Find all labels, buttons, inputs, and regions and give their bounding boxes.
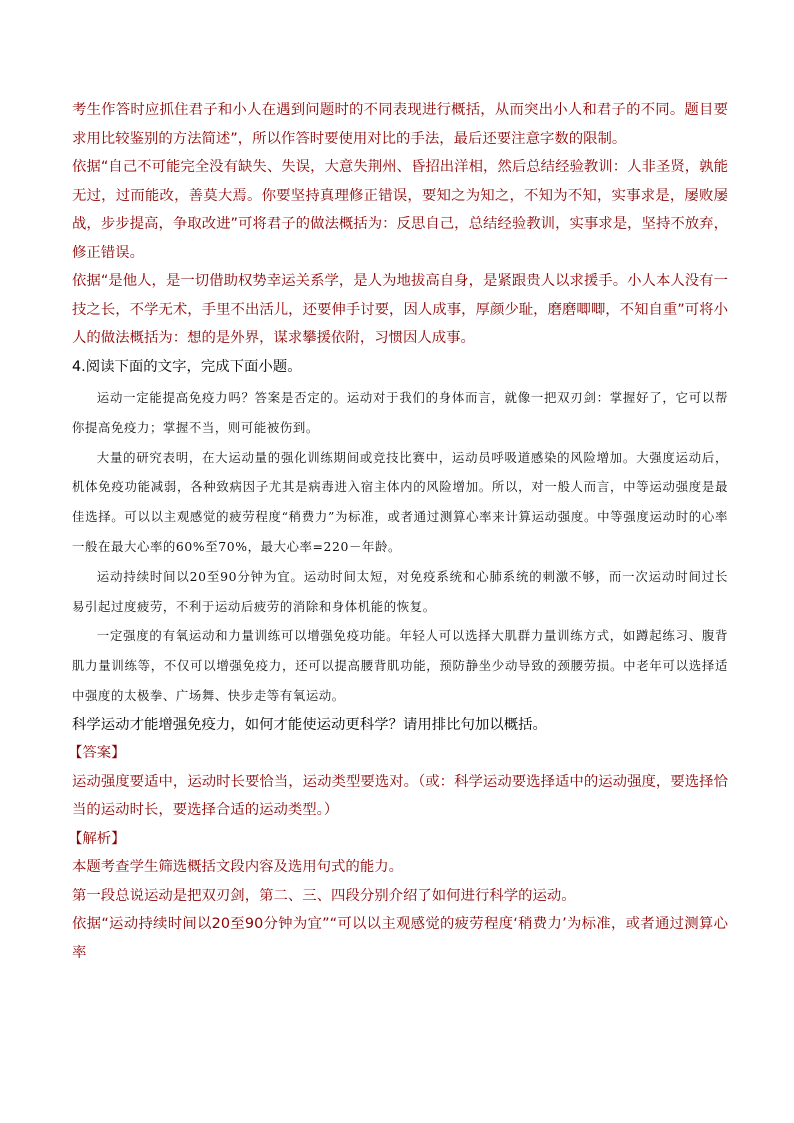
analysis-line-2: 第一段总说运动是把双刃剑，第二、三、四段分别介绍了如何进行科学的运动。 bbox=[72, 887, 576, 904]
passage-paragraph-1: 运动一定能提高免疫力吗？答案是否定的。运动对于我们的身体而言，就像一把双刃剑：掌握好了，它可以帮你提高免疫力；掌握不当，则可能被伤到。 bbox=[72, 390, 728, 435]
passage-paragraph-2: 大量的研究表明，在大运动量的强化训练期间或竞技比赛中，运动员呼吸道感染的风险增加。大强度运动后，机体免疫功能减弱，各种致病因子尤其是病毒进入宿主体内的风险增加。所以，对一般人而言，中等运动强度是最佳选择。可以以主观感觉的疲劳程度“稍费力”为标准，或者通过测算心率来计算运动强度。中等强度运动时的心率一般在最大心率的60%至70%，最大心率=220－年龄。 bbox=[72, 449, 728, 554]
analysis-paragraph-2: 依据“自己不可能完全没有缺失、失误，大意失荆州、昏招出洋相，然后总结经验教训：人非圣贤，孰能无过，过而能改，善莫大焉。你要坚持真理修正错误，要知之为知之，不知为不知，实事求是，屡败屡战，步步提高，争取改进”可将君子的做法概括为：反思自己，总结经验教训，实事求是，坚持不放弃，修正错误。 bbox=[72, 159, 728, 261]
question-prompt: 科学运动才能增强免疫力，如何才能使运动更科学？请用排比句加以概括。 bbox=[72, 716, 547, 733]
analysis-line-3: 依据“运动持续时间以20至90分钟为宜”“可以以主观感觉的疲劳程度‘稍费力’为标准，或者通过测算心率 bbox=[72, 916, 728, 961]
passage-paragraph-4: 一定强度的有氧运动和力量训练可以增强免疫功能。年轻人可以选择大肌群力量训练方式，如蹲起练习、腹背肌力量训练等，不仅可以增强免疫力，还可以提高腰背肌功能，预防静坐少动导致的颈腰劳损。中老年可以选择适中强度的太极拳、广场舞、快步走等有氧运动。 bbox=[72, 628, 728, 703]
question-heading: 4.阅读下面的文字，完成下面小题。 bbox=[72, 358, 302, 375]
analysis-label: 【解析】 bbox=[68, 830, 126, 847]
analysis-line-1: 本题考查学生筛选概括文段内容及选用句式的能力。 bbox=[72, 859, 403, 876]
analysis-paragraph-3: 依据“是他人，是一切借助权势幸运关系学，是人为地拔高自身，是紧跟贵人以求援手。小人本人没有一技之长，不学无术，手里不出活儿，还要伸手讨要，因人成事，厚颜少耻，磨磨唧唧，不知自重”可将小人的做法概括为：想的是外界，谋求攀援依附，习惯因人成事。 bbox=[72, 273, 728, 346]
analysis-paragraph-1: 考生作答时应抓住君子和小人在遇到问题时的不同表现进行概括，从而突出小人和君子的不同。题目要求用比较鉴别的方法简述”，所以作答时要使用对比的手法，最后还要注意字数的限制。 bbox=[72, 102, 728, 147]
answer-text: 运动强度要适中，运动时长要恰当，运动类型要选对。（或：科学运动要选择适中的运动强度，要选择恰当的运动时长，要选择合适的运动类型。） bbox=[72, 773, 728, 819]
document-content bbox=[68, 96, 728, 967]
answer-label: 【答案】 bbox=[68, 745, 126, 762]
passage-paragraph-3: 运动持续时间以20至90分钟为宜。运动时间太短，对免疫系统和心肺系统的刺激不够，而一次运动时间过长易引起过度疲劳，不利于运动后疲劳的消除和身体机能的恢复。 bbox=[72, 568, 728, 614]
